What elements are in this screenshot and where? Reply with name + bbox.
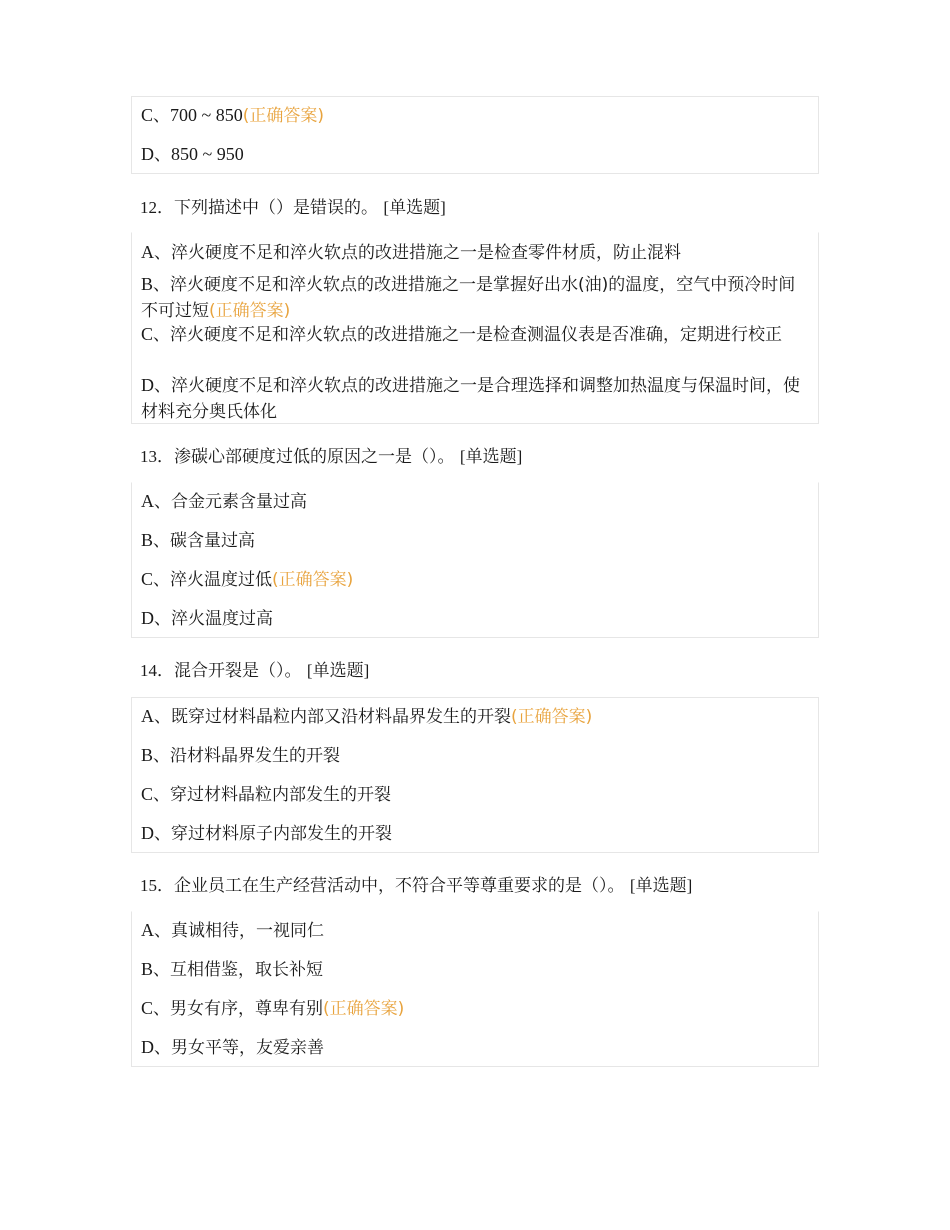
question-stem-14: 14．混合开裂是（）。 [单选题] xyxy=(140,661,370,681)
option-letter: B xyxy=(141,274,154,294)
option-text: 合金元素含量过高 xyxy=(171,492,307,512)
option-text: 男女平等，友爱亲善 xyxy=(171,1038,324,1058)
question-number: 12 xyxy=(140,198,157,217)
question-type-tag: [单选题] xyxy=(383,198,446,217)
options-box-q11 xyxy=(131,96,819,174)
option-letter: D xyxy=(141,375,154,395)
option-q14-b: B、沿材料晶界发生的开裂 xyxy=(141,745,341,766)
option-text: 淬火硬度不足和淬火软点的改进措施之一是检查测温仪表是否准确，定期进行校正 xyxy=(170,325,783,345)
option-letter: B xyxy=(141,745,154,765)
option-q15-d: D、男女平等，友爱亲善 xyxy=(141,1037,324,1058)
option-text: 男女有序，尊卑有别 xyxy=(170,999,324,1019)
option-q15-a: A、真诚相待，一视同仁 xyxy=(141,920,324,941)
option-q13-c: C、淬火温度过低(正确答案) xyxy=(141,569,354,590)
option-q14-d: D、穿过材料原子内部发生的开裂 xyxy=(141,823,392,844)
option-letter: C xyxy=(141,105,154,125)
option-q14-a: A、既穿过材料晶粒内部又沿材料晶界发生的开裂(正确答案) xyxy=(141,706,593,727)
option-letter: C xyxy=(141,784,154,804)
option-text: 既穿过材料晶粒内部又沿材料晶界发生的开裂 xyxy=(171,707,511,727)
options-box-q15 xyxy=(131,911,819,1067)
question-text: 下列描述中（）是错误的。 xyxy=(174,198,378,218)
options-box-q12 xyxy=(131,232,819,424)
option-letter: C xyxy=(141,569,154,589)
question-type-tag: [单选题] xyxy=(459,447,523,466)
option-letter: A xyxy=(141,920,154,940)
question-stem-15: 15．企业员工在生产经营活动中，不符合平等尊重要求的是（）。 [单选题] xyxy=(140,876,693,896)
options-box-q14 xyxy=(131,697,819,853)
option-letter: D xyxy=(141,144,154,164)
option-letter: C xyxy=(141,324,154,344)
option-text: 淬火温度过高 xyxy=(171,609,273,629)
option-text: 700 ~ 850 xyxy=(170,105,243,125)
option-q12-b: B、淬火硬度不足和淬火软点的改进措施之一是掌握好出水(油)的温度，空气中预冷时间不可过短(正确答案) xyxy=(141,274,796,321)
question-text: 企业员工在生产经营活动中，不符合平等尊重要求的是（）。 xyxy=(174,876,625,896)
option-text: 碳含量过高 xyxy=(170,531,256,551)
option-q14-c: C、穿过材料晶粒内部发生的开裂 xyxy=(141,784,392,805)
option-letter: C xyxy=(141,998,154,1018)
question-text: 混合开裂是（）。 xyxy=(174,661,302,681)
option-text: 穿过材料晶粒内部发生的开裂 xyxy=(170,785,392,805)
option-text: 淬火硬度不足和淬火软点的改进措施之一是检查零件材质，防止混料 xyxy=(171,243,681,263)
option-letter: A xyxy=(141,491,154,511)
option-q11-c: C、700 ~ 850(正确答案) xyxy=(141,105,325,126)
option-q15-b: B、互相借鉴，取长补短 xyxy=(141,959,324,980)
correct-answer-tag: (正确答案) xyxy=(209,301,291,321)
question-text: 渗碳心部硬度过低的原因之一是（）。 xyxy=(174,447,455,467)
option-letter: B xyxy=(141,959,154,979)
options-box-q13 xyxy=(131,482,819,638)
option-q12-a: A、淬火硬度不足和淬火软点的改进措施之一是检查零件材质，防止混料 xyxy=(141,242,681,263)
option-letter: B xyxy=(141,530,154,550)
option-text: 淬火硬度不足和淬火软点的改进措施之一是合理选择和调整加热温度与保温时间，使材料充分奥氏体化 xyxy=(141,376,800,422)
correct-answer-tag: (正确答案) xyxy=(323,999,405,1019)
option-text: 穿过材料原子内部发生的开裂 xyxy=(171,824,392,844)
question-stem-12: 12．下列描述中（）是错误的。 [单选题] xyxy=(140,198,446,218)
option-q13-d: D、淬火温度过高 xyxy=(141,608,273,629)
correct-answer-tag: (正确答案) xyxy=(272,570,354,590)
option-letter: A xyxy=(141,706,154,726)
option-q13-b: B、碳含量过高 xyxy=(141,530,256,551)
option-letter: D xyxy=(141,1037,154,1057)
option-text: 真诚相待，一视同仁 xyxy=(171,921,324,941)
question-type-tag: [单选题] xyxy=(306,661,370,680)
question-number: 14 xyxy=(140,661,157,680)
option-text: 淬火温度过低 xyxy=(170,570,273,590)
option-text: 沿材料晶界发生的开裂 xyxy=(170,746,341,766)
option-q12-c: C、淬火硬度不足和淬火软点的改进措施之一是检查测温仪表是否准确，定期进行校正 xyxy=(141,324,783,345)
question-number: 13 xyxy=(140,447,157,466)
option-letter: D xyxy=(141,608,154,628)
question-number: 15 xyxy=(140,876,157,895)
option-text: 淬火硬度不足和淬火软点的改进措施之一是掌握好出水(油)的温度，空气中预冷时间不可过短 xyxy=(141,275,796,321)
option-q12-d: D、淬火硬度不足和淬火软点的改进措施之一是合理选择和调整加热温度与保温时间，使材料充分奥氏体化 xyxy=(141,375,800,422)
option-q13-a: A、合金元素含量过高 xyxy=(141,491,307,512)
question-type-tag: [单选题] xyxy=(629,876,693,895)
option-q11-d: D、850 ~ 950 xyxy=(141,144,244,165)
correct-answer-tag: (正确答案) xyxy=(511,707,593,727)
option-letter: A xyxy=(141,242,154,262)
option-text: 850 ~ 950 xyxy=(171,144,244,164)
option-letter: D xyxy=(141,823,154,843)
correct-answer-tag: (正确答案) xyxy=(242,106,325,126)
question-stem-13: 13．渗碳心部硬度过低的原因之一是（）。 [单选题] xyxy=(140,447,523,467)
option-text: 互相借鉴，取长补短 xyxy=(170,960,324,980)
option-q15-c: C、男女有序，尊卑有别(正确答案) xyxy=(141,998,405,1019)
